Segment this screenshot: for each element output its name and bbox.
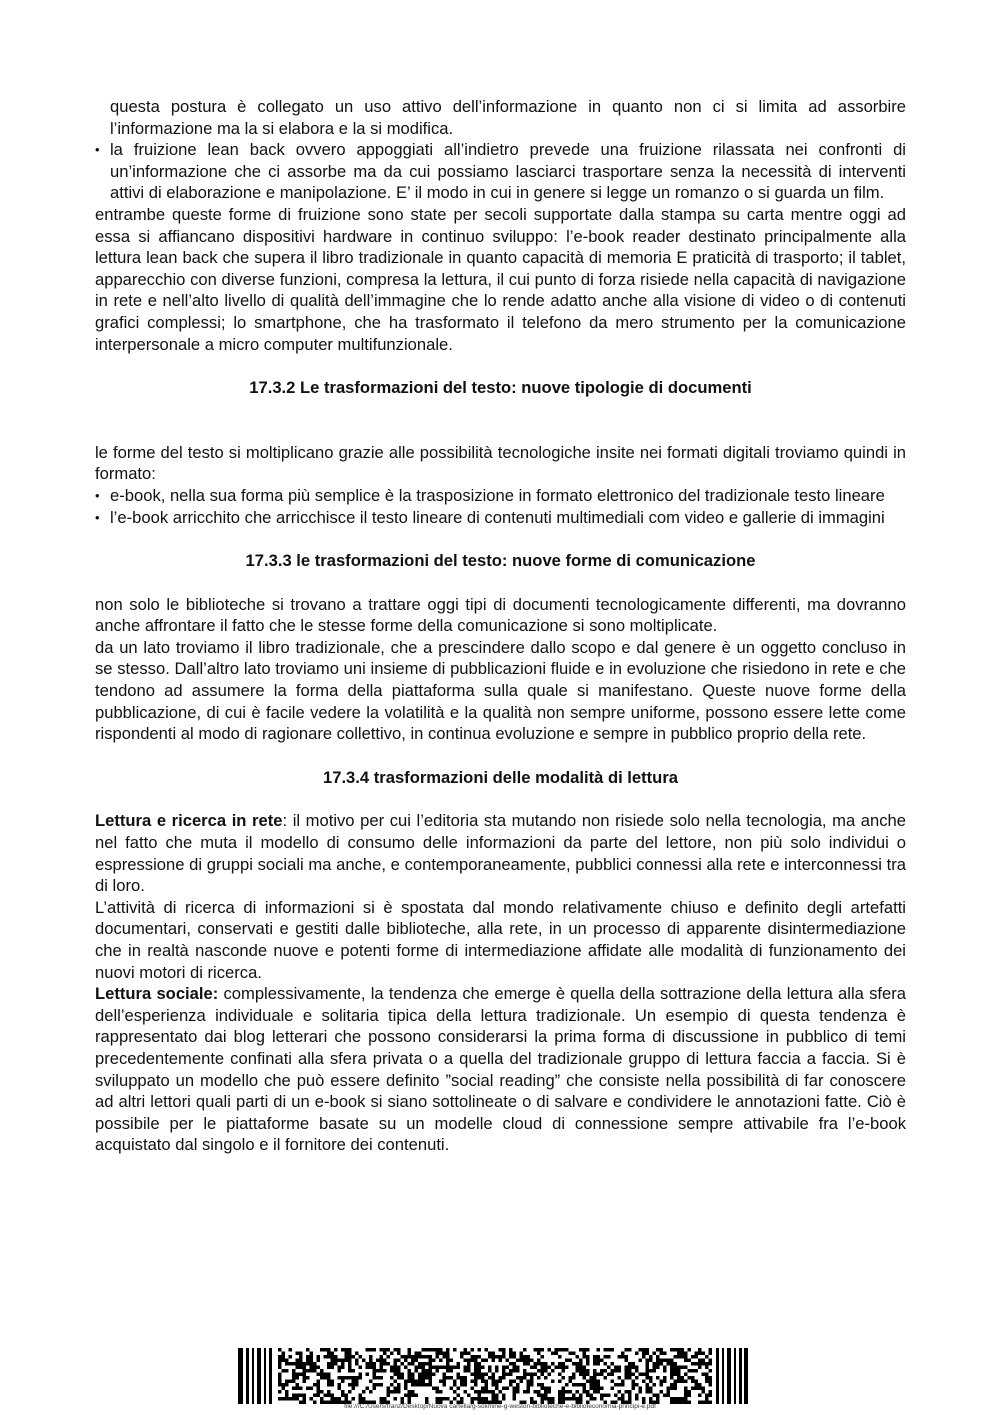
paragraph [95,983,906,1156]
paragraph: entrambe queste forme di fruizione sono state per secoli supportate dalla stampa su carta mentre oggi ad essa si affiancano dispositivi hardware in continuo sviluppo: l’e-book reader destinato principalmente alla lettura lean back che supera il libro tradizionale in quanto capacità di memoria E praticità di trasporto; il tablet, apparecchio con diverse funzioni, compresa la lettura, il cui punto di forza risiede nella capacità di navigazione in rete e nell’alto livello di qualità dell’immagine che lo rende adatto anche alla visione di video o di contenuti grafici complessi; lo smartphone, che ha trasformato il telefono da mero strumento per la comunicazione interpersonale a micro computer multifunzionale. [95,204,906,354]
paragraph-lead: Lettura sociale: [95,984,219,1004]
bullet-text: e-book, nella sua forma più semplice è la trasposizione in formato elettronico del tradizionale testo lineare [110,485,885,505]
section-heading: 17.3.2 Le trasformazioni del testo: nuove tipologie di documenti [249,378,752,398]
document-body [95,96,906,1156]
bullet-text: la fruizione lean back ovvero appoggiati all’indietro prevede una fruizione rilassata nei confronti di un’informazione che ci assorbe ma da cui possiamo lasciarci trasportare senza la necessità di interventi attivi di elaborazione e manipolazione. E’ il modo in cui in genere si legge un romanzo o si guarda un film. [110,140,906,203]
paragraph-lead: Lettura e ricerca in rete [95,811,283,831]
section-heading: 17.3.4 trasformazioni delle modalità di lettura [322,767,679,787]
bullet-marker: • [95,142,100,158]
paragraph: non solo le biblioteche si trovano a trattare oggi tipi di documenti tecnologicamente differenti, ma dovranno anche affrontare il fatto che le stesse forme della comunicazione si sono moltiplicate. [95,594,906,636]
footer-file-path: file:///C:/Users/franz/Desktop/Nuova cartella/g-solimine-g-weston-biblioteche-e-biblioteconomia-principi-e.pdf [344,1403,656,1410]
bullet-marker: • [95,487,100,503]
paragraph: da un lato troviamo il libro tradizionale, che a prescindere dallo scopo e dal genere è un oggetto concluso in se stesso. Dall’altro lato troviamo uni insieme di pubblicazioni fluide e in evoluzione che risiedono in rete e che tendono ad assumere la forma della piattaforma sulla quale si manifestano. Queste nuove forme della pubblicazione, di cui è facile vedere la volatilità e la qualità non sempre uniforme, possono essere lette come rispondenti al modo di ragionare collettivo, in continua evoluzione e sempre in pubblico proprio della rete. [95,637,906,744]
paragraph: le forme del testo si moltiplicano grazie alle possibilità tecnologiche insite nei formati digitali troviamo quindi in formato: [95,442,906,484]
section-heading: 17.3.3 le trasformazioni del testo: nuove forme di comunicazione [245,551,756,571]
bullet-item [95,139,906,204]
paragraph [95,810,906,896]
bullet-continuation: questa postura è collegato un uso attivo dell’informazione in quanto non ci si limita ad assorbire l’informazione ma la si elabora e la si modifica. [110,97,906,138]
bullet-item [95,507,906,529]
bullet-text: l’e-book arricchito che arricchisce il testo lineare di contenuti multimediali com video e gallerie di immagini [110,507,885,527]
barcode-image [238,1348,748,1404]
paragraph-text: complessivamente, la tendenza che emerge è quella della sottrazione della lettura alla sfera dell’esperienza individuale e solitaria tipica della lettura tradizionale. Un esempio di questa tendenza è rappresentato dai blog letterari che possono considerarsi la prima forma di discussione in pubblico di temi precedentemente confinati alla sfera privata o a quella del tradizionale gruppo di lettura faccia a faccia. Si è sviluppato un modello che può essere definito ”social reading” che consiste nella possibilità di far conoscere ad altri lettori quali parti di un e-book si siano sottolineate o di salvare e condividere le annotazioni fatte. Ciò è possibile per le piattaforme basate su un modelle cloud di connessione sempre attivabile fra l’e-book acquistato dal singolo e il fornitore dei contenuti. [95,984,906,1155]
paragraph: L’attività di ricerca di informazioni si è spostata dal mondo relativamente chiuso e definito degli artefatti documentari, conservati e gestiti dalle biblioteche, alla rete, in un processo di apparente disintermediazione che in realtà nasconde nuove e potenti forme di intermediazione affidate alle modalità di funzionamento dei nuovi motori di ricerca. [95,897,906,982]
bullet-item [95,485,906,507]
bullet-marker: • [95,509,100,525]
paragraph-text: : il motivo per cui l’editoria sta mutando non risiede solo nella tecnologia, ma anche nel fatto che muta il modello di consumo delle informazioni da parte del lettore, non più solo individui o espressione di gruppi sociali ma anche, e contemporaneamente, pubblici connessi alla rete e interconnessi tra di loro. [95,811,906,896]
